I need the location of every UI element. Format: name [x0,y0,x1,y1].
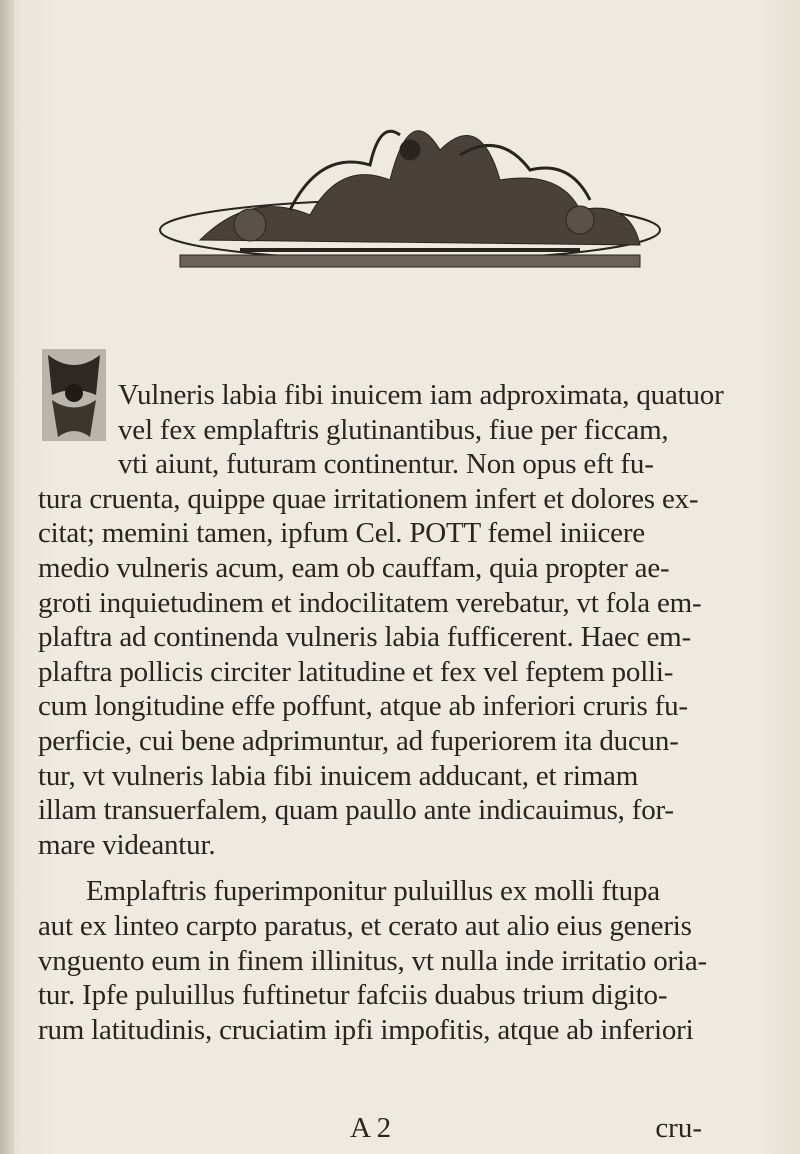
text-line: tura cruenta, quippe quae irritationem infert et dolores ex- [38,482,699,515]
text-line: mare videantur. [38,828,216,861]
text-line: vnguento eum in finem illinitus, vt nulla inde irritatio oria- [38,944,707,977]
main-text [38,378,758,1047]
text-line: citat; memini tamen, ipfum Cel. POTT femel iniicere [38,517,645,550]
text-line: illam transuerfalem, quam paullo ante indicauimus, for- [38,794,674,827]
text-line: perficie, cui bene adprimuntur, ad fuperiorem ita ducun- [38,724,679,757]
text-line: rum latitudinis, cruciatim ipfi impofitis, atque ab inferiori [38,1013,694,1046]
page-footer [38,1112,758,1148]
text-line: Emplaftris fuperimponitur puluillus ex molli ftupa [86,875,660,908]
text-line: plaftra ad continenda vulneris labia fufficerent. Haec em- [38,621,691,654]
ornamental-headpiece [140,40,680,300]
text-line: medio vulneris acum, eam ob cauffam, quia propter ae- [38,551,670,584]
binding-gutter [0,0,14,1154]
text-line: groti inquietudinem et indocilitatem verebatur, vt fola em- [38,586,702,619]
signature-mark: A 2 [350,1112,392,1144]
text-line: Vulneris labia fibi inuicem iam adproximata, quatuor [118,379,724,411]
text-line: cum longitudine effe poffunt, atque ab inferiori cruris fu- [38,690,688,723]
catchword: cru- [655,1112,702,1144]
text-line: plaftra pollicis circiter latitudine et fex vel feptem polli- [38,655,674,688]
text-line: aut ex linteo carpto paratus, et cerato aut alio eius generis [38,909,692,942]
text-line: vel fex emplaftris glutinantibus, fiue per ficcam, [118,413,669,446]
text-line: tur. Ipfe puluillus fuftinetur fafciis duabus trium digito- [38,979,668,1012]
text-line: vti aiunt, futuram continentur. Non opus eft fu- [118,448,654,481]
text-line: tur, vt vulneris labia fibi inuicem adducant, et rimam [38,759,639,792]
